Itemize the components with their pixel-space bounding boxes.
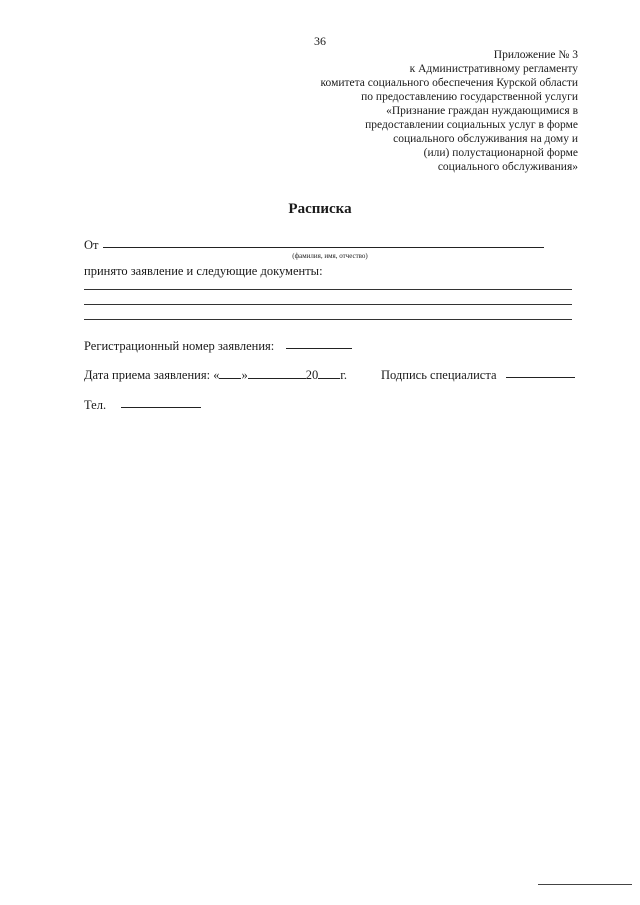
tel-label: Тел. <box>84 398 107 412</box>
date-day-field[interactable] <box>219 368 241 379</box>
tel-field[interactable] <box>121 407 201 408</box>
reg-number-field[interactable] <box>286 348 352 349</box>
date-label: Дата приема заявления: « <box>84 368 220 382</box>
documents-field-line-1[interactable] <box>84 289 572 290</box>
appendix-line: по предоставлению государственной услуги <box>361 91 578 103</box>
date-row <box>84 368 347 383</box>
from-name-hint: (фамилия, имя, отчество) <box>292 252 368 260</box>
appendix-line: социального обслуживания» <box>437 161 578 173</box>
received-documents-label: принято заявление и следующие документы: <box>84 264 323 278</box>
appendix-line: социального обслуживания на дому и <box>393 133 578 145</box>
date-close-quote: » <box>241 368 248 382</box>
appendix-header <box>278 48 578 174</box>
appendix-line: комитета социального обеспечения Курской области <box>320 77 578 89</box>
appendix-line: Приложение № 3 <box>493 49 578 61</box>
date-year-prefix: 20 <box>305 368 319 382</box>
reg-number-label: Регистрационный номер заявления: <box>84 339 275 353</box>
documents-field-line-3[interactable] <box>84 319 572 320</box>
appendix-line: к Административному регламенту <box>409 63 578 75</box>
document-title: Расписка <box>288 201 352 217</box>
footer-divider <box>538 884 632 885</box>
appendix-line: предоставлении социальных услуг в форме <box>365 119 578 131</box>
page-number: 36 <box>314 34 326 48</box>
date-year-suffix: г. <box>340 368 348 382</box>
documents-field-line-2[interactable] <box>84 304 572 305</box>
date-month-field[interactable] <box>248 368 306 379</box>
date-year-field[interactable] <box>318 368 340 379</box>
signature-label: Подпись специалиста <box>381 368 497 382</box>
from-name-field[interactable] <box>103 247 544 248</box>
signature-field[interactable] <box>506 377 575 378</box>
appendix-line: «Признание граждан нуждающимися в <box>386 105 578 117</box>
appendix-line: (или) полустационарной форме <box>423 147 578 159</box>
from-label: От <box>84 238 99 252</box>
